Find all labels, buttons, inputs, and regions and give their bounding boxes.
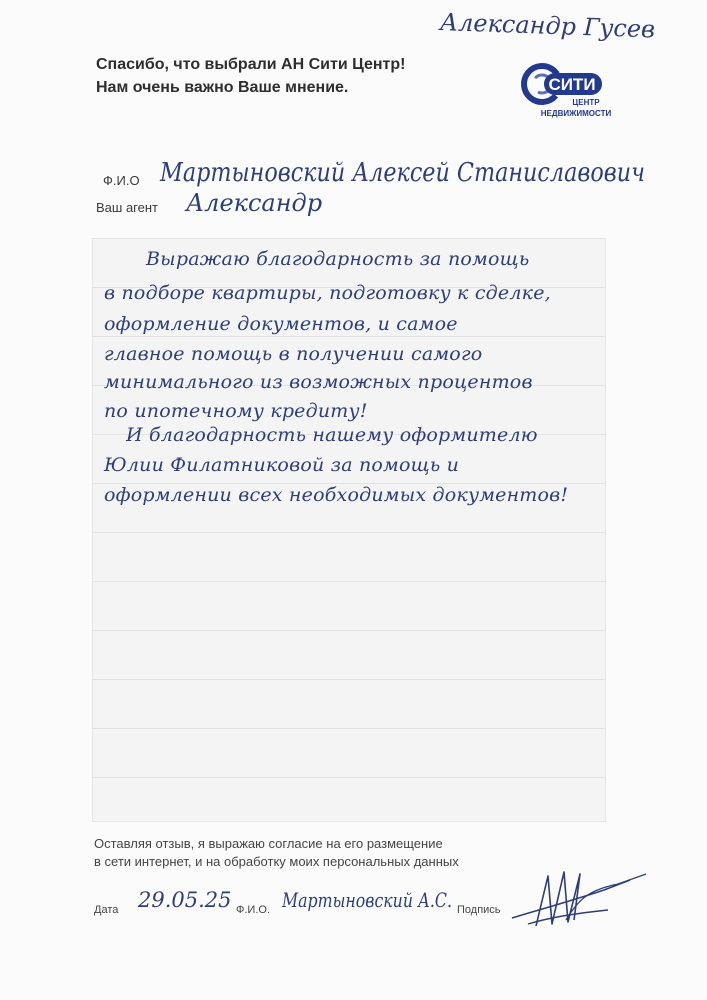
logo-line-3: НЕДВИЖИМОСТИ [540,109,612,118]
consent-text-line-1: Оставляя отзыв, я выражаю согласие на его размещение [94,836,443,851]
logo-word: СИТИ [548,75,596,94]
signature-label: Подпись [457,904,501,916]
review-line: И благодарность нашему оформителю [126,424,538,446]
review-line: минимального из возможных процентов [104,371,533,393]
page-title-line-2: Нам очень важно Ваше мнение. [96,79,349,96]
city-center-logo [520,60,630,120]
date-label: Дата [94,904,119,916]
page-title-line-1: Спасибо, что выбрали АН Сити Центр! [96,56,406,73]
agent-value: Александр [186,189,323,217]
handwritten-agent-name: Александр Гусев [439,8,656,44]
review-line: оформлении всех необходимых документов! [104,484,569,506]
review-line: в подборе квартиры, подготовку к сделке, [104,282,551,304]
review-line: Юлии Филатниковой за помощь и [104,454,460,476]
consent-text-line-2: в сети интернет, и на обработку моих персональных данных [94,854,459,869]
footer-fio-label: Ф.И.О. [236,904,270,916]
fio-label: Ф.И.О [103,173,140,188]
logo-line-2: ЦЕНТР [572,98,600,107]
date-value: 29.05.25 [138,888,232,912]
review-line: оформление документов, и самое [104,313,458,335]
review-line: Выражаю благодарность за помощь [146,248,530,270]
review-line: по ипотечному кредиту! [104,400,368,422]
fio-value: Мартыновский Алексей Станиславович [160,158,645,188]
handwritten-signature [508,860,658,940]
agent-label: Ваш агент [96,200,158,215]
review-line: главное помощь в получении самого [104,343,483,365]
footer-fio-value: Мартыновский А.С. [282,888,453,912]
